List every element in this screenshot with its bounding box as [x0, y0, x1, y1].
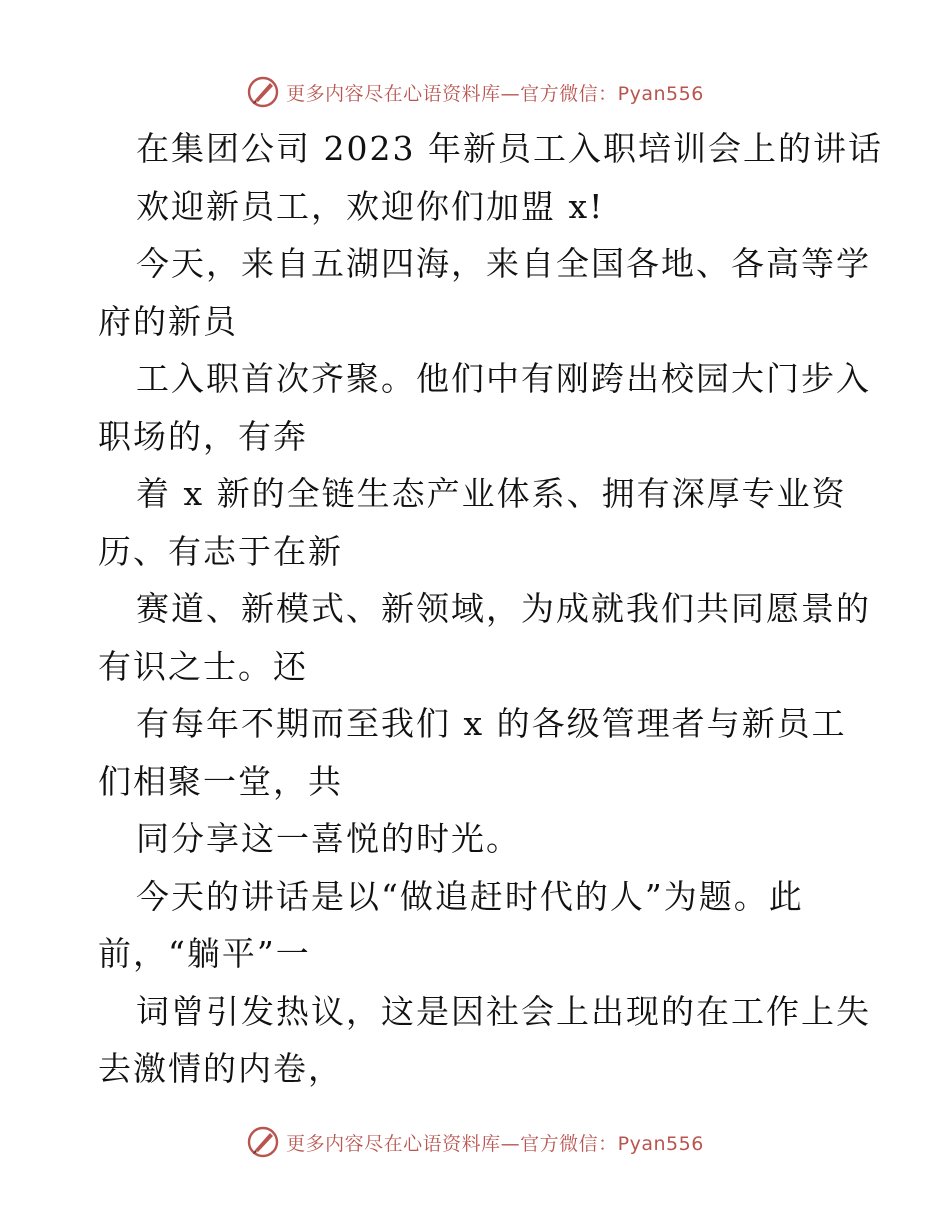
- title-line: 在集团公司 2023 年新员工入职培训会上的讲话: [136, 129, 883, 168]
- paragraph-line: 同分享这一喜悦的时光。: [136, 819, 521, 858]
- footer-watermark: [0, 1122, 950, 1162]
- paragraph-line: 们相聚一堂，共: [98, 761, 343, 801]
- quill-pen-seal-icon: [246, 75, 280, 109]
- paragraph-line: 有每年不期而至我们 x 的各级管理者与新员工: [136, 704, 847, 743]
- quill-pen-seal-icon: [246, 1125, 280, 1159]
- paragraph-line: 词曾引发热议，这是因社会上出现的在工作上失: [136, 991, 871, 1031]
- paragraph-line: 欢迎新员工，欢迎你们加盟 x!: [136, 186, 605, 226]
- header-watermark: [0, 72, 950, 112]
- paragraph-line: 着 x 新的全链生态产业体系、拥有深厚专业资: [136, 474, 847, 513]
- paragraph-line: 去激情的内卷，: [98, 1049, 343, 1088]
- paragraph-line: 历、有志于在新: [98, 531, 343, 571]
- document-body: [98, 120, 883, 1098]
- paragraph-line: 今天，来自五湖四海，来自全国各地、各高等学: [136, 244, 871, 283]
- paragraph-line: 前，“躺平”一: [98, 934, 311, 973]
- paragraph-line: 今天的讲话是以“做追赶时代的人”为题。此: [136, 876, 804, 916]
- paragraph-line: 有识之士。还: [98, 646, 308, 686]
- paragraph-line: 工入职首次齐聚。他们中有刚跨出校园大门步入: [136, 359, 871, 398]
- watermark-text: 更多内容尽在心语资料库—官方微信：Pyan556: [286, 82, 704, 105]
- paragraph-line: 赛道、新模式、新领域，为成就我们共同愿景的: [136, 589, 871, 628]
- paragraph-line: 府的新员: [98, 301, 238, 341]
- watermark-text: 更多内容尽在心语资料库—官方微信：Pyan556: [286, 1132, 704, 1155]
- paragraph-line: 职场的，有奔: [98, 416, 308, 456]
